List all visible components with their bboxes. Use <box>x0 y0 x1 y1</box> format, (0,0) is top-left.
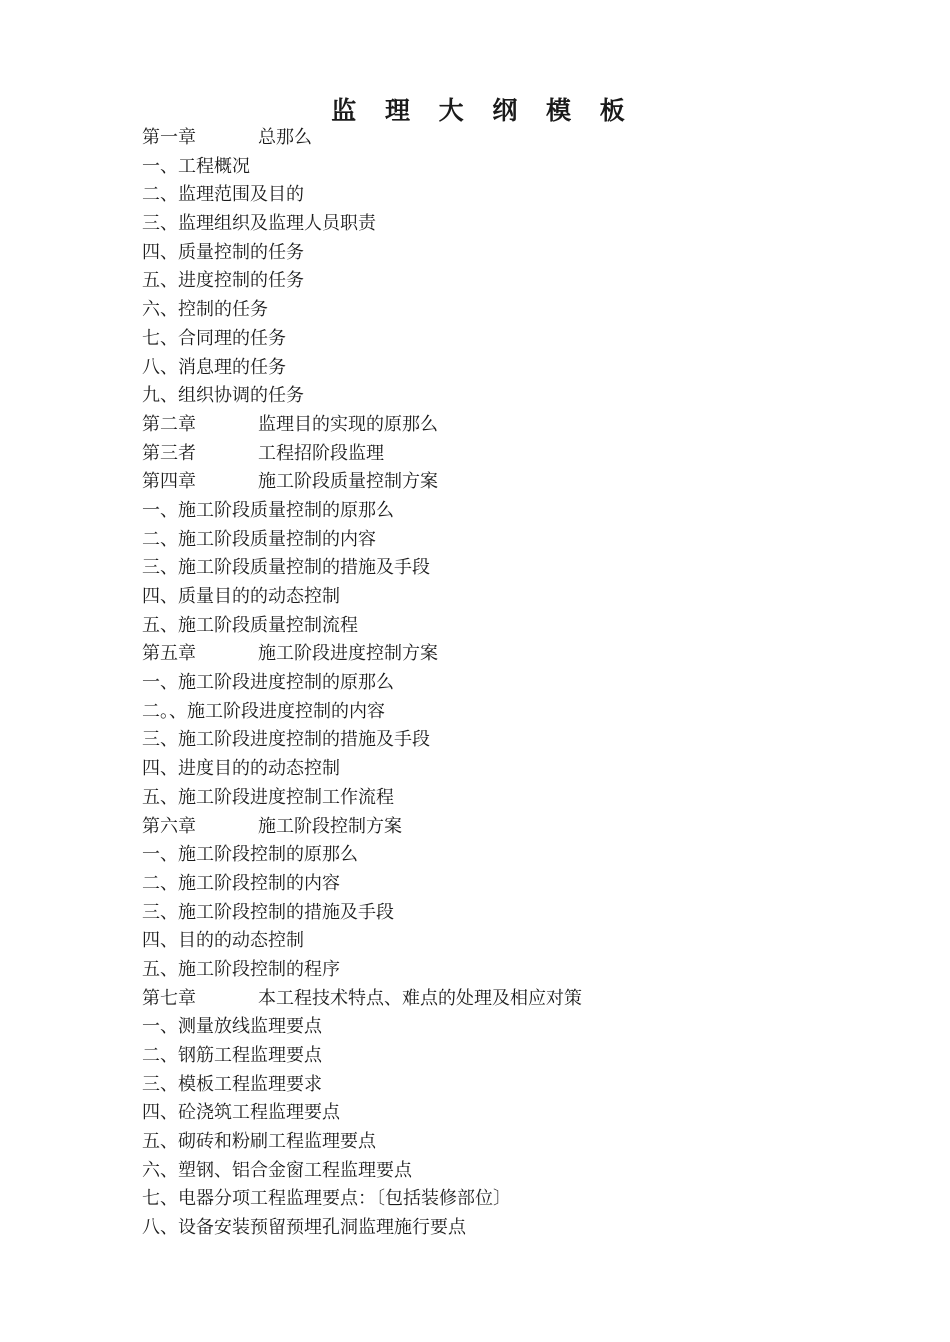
outline-item-text: 六、控制的任务 <box>142 299 268 321</box>
outline-item <box>142 927 842 956</box>
outline-item-text: 三、监理组织及监理人员职责 <box>142 213 376 235</box>
chapter-title: 施工阶段进度控制方案 <box>258 643 438 665</box>
chapter-number: 第二章 <box>142 413 196 435</box>
chapter-number: 第六章 <box>142 815 196 837</box>
outline-item <box>142 1099 842 1128</box>
outline-item <box>142 267 842 296</box>
outline-item-text: 八、消息理的任务 <box>142 356 286 378</box>
outline-item-text: 四、砼浇筑工程监理要点 <box>142 1102 340 1124</box>
outline-item-text: 二、施工阶段质量控制的内容 <box>142 528 376 550</box>
outline-item-text: 五、施工阶段质量控制流程 <box>142 614 358 636</box>
outline-item <box>142 669 842 698</box>
outline-item-text: 一、施工阶段控制的原那么 <box>142 844 358 866</box>
outline-item-text: 一、施工阶段进度控制的原那么 <box>142 672 394 694</box>
chapter-number: 第一章 <box>142 127 196 148</box>
outline-item-text: 九、组织协调的任务 <box>142 385 304 407</box>
outline-item <box>142 497 842 526</box>
outline-item <box>142 153 842 182</box>
chapter-title: 工程招阶段监理 <box>258 442 384 464</box>
outline-item <box>142 784 842 813</box>
outline-item <box>142 755 842 784</box>
outline-item <box>142 870 842 899</box>
outline-item <box>142 325 842 354</box>
outline-item-text: 五、施工阶段进度控制工作流程 <box>142 786 394 808</box>
outline-item <box>142 1128 842 1157</box>
outline-item <box>142 554 842 583</box>
outline-item-text: 三、模板工程监理要求 <box>142 1073 322 1095</box>
outline-item <box>142 1013 842 1042</box>
outline-item <box>142 1214 842 1243</box>
outline-item-text: 一、测量放线监理要点 <box>142 1016 322 1038</box>
outline-item-text: 一、施工阶段质量控制的原那么 <box>142 499 394 521</box>
outline-item-text: 四、目的的动态控制 <box>142 930 304 952</box>
chapter-heading <box>142 468 842 497</box>
outline-item <box>142 1157 842 1186</box>
chapter-title: 监理目的实现的原那么 <box>258 413 438 435</box>
outline-item-text: 二、钢筋工程监理要点 <box>142 1045 322 1066</box>
outline-item <box>142 181 842 210</box>
outline-item <box>142 296 842 325</box>
outline-item <box>142 210 842 239</box>
outline-item-text: 七、电器分项工程监理要点：〔包括装修部位〕 <box>142 1188 511 1210</box>
chapter-heading <box>142 640 842 669</box>
chapter-heading <box>142 985 842 1014</box>
outline-item <box>142 1071 842 1100</box>
outline-item-text: 一、工程概况 <box>142 155 250 177</box>
outline-item-text: 三、施工阶段控制的措施及手段 <box>142 901 394 923</box>
outline-item-text: 五、进度控制的任务 <box>142 270 304 292</box>
chapter-heading <box>142 440 842 469</box>
outline-item-text: 三、施工阶段质量控制的措施及手段 <box>142 557 430 579</box>
chapter-heading <box>142 813 842 842</box>
outline-item-text: 四、质量目的的动态控制 <box>142 586 340 607</box>
outline-item-text: 三、施工阶段进度控制的措施及手段 <box>142 729 430 751</box>
chapter-title: 总那么 <box>258 127 312 148</box>
outline-item <box>142 526 842 555</box>
chapter-number: 第七章 <box>142 987 196 1009</box>
chapter-title: 施工阶段质量控制方案 <box>258 471 438 493</box>
outline-item <box>142 956 842 985</box>
chapter-heading <box>142 411 842 440</box>
outline-item <box>142 354 842 383</box>
outline-item <box>142 1185 842 1214</box>
chapter-number: 第五章 <box>142 643 196 665</box>
outline-item <box>142 1042 842 1071</box>
outline-item-text: 八、设备安装预留预埋孔洞监理施行要点 <box>142 1217 466 1239</box>
outline-item <box>142 698 842 727</box>
outline-item <box>142 382 842 411</box>
outline-item <box>142 239 842 268</box>
outline-item-text: 六、塑钢、铝合金窗工程监理要点 <box>142 1159 412 1181</box>
outline-item-text: 二、监理范围及目的 <box>142 184 304 206</box>
outline-item <box>142 899 842 928</box>
outline-item-text: 四、质量控制的任务 <box>142 241 304 263</box>
chapter-number: 第三者 <box>142 442 196 464</box>
outline-item-text: 四、进度目的的动态控制 <box>142 758 340 780</box>
outline-item-text: 二、施工阶段控制的内容 <box>142 872 340 894</box>
outline-item <box>142 612 842 641</box>
outline-item <box>142 583 842 612</box>
outline-item <box>142 726 842 755</box>
chapter-title: 本工程技术特点、难点的处理及相应对策 <box>258 987 582 1009</box>
outline-list <box>142 124 842 1243</box>
outline-item-text: 二。、施工阶段进度控制的内容 <box>142 700 385 722</box>
outline-item-text: 五、施工阶段控制的程序 <box>142 958 340 980</box>
chapter-title: 施工阶段控制方案 <box>258 815 402 837</box>
document-title: 监 理 大 纲 模 板 <box>331 96 635 125</box>
outline-item <box>142 841 842 870</box>
chapter-number: 第四章 <box>142 471 196 493</box>
chapter-heading <box>142 124 842 153</box>
outline-item-text: 五、砌砖和粉刷工程监理要点 <box>142 1131 376 1153</box>
outline-item-text: 七、合同理的任务 <box>142 327 286 349</box>
